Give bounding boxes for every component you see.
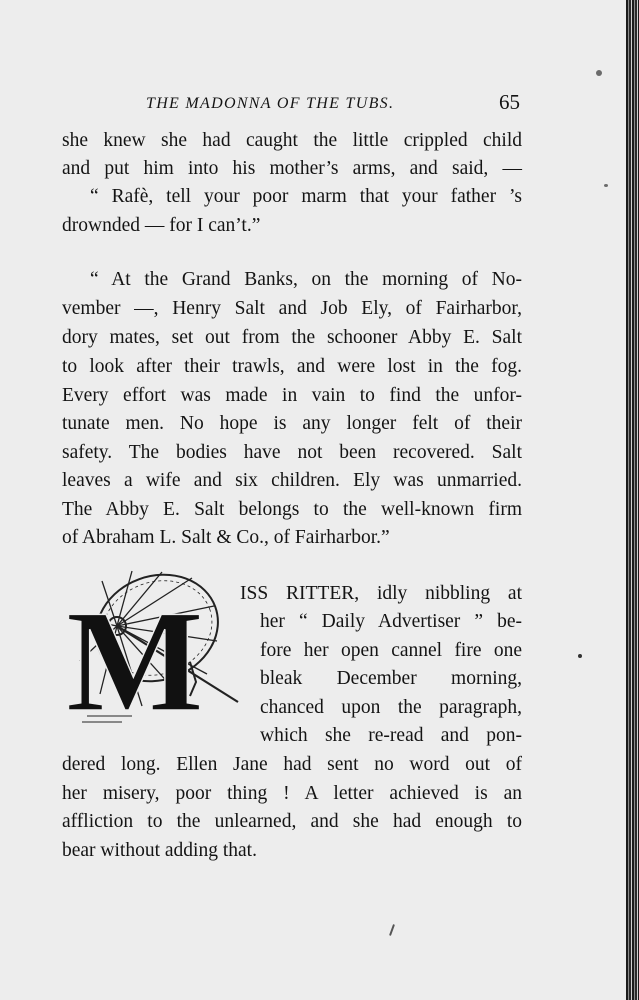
text-line: The Abby E. Salt belongs to the well-known firm — [62, 499, 522, 520]
text-line: vember —, Henry Salt and Job Ely, of Fairharbor, — [62, 298, 522, 319]
paper-speck — [389, 924, 395, 936]
text-line: drownded — for I can’t.” — [62, 215, 261, 236]
text-line: bear without adding that. — [62, 840, 257, 861]
book-spine-edge — [626, 0, 639, 1000]
drop-cap-letter: M — [66, 580, 204, 730]
text-line: her “ Daily Advertiser ” be- — [260, 611, 522, 632]
text-line: to look after their trawls, and were lost in the fog. — [62, 356, 522, 377]
paper-speck — [578, 654, 582, 658]
text-line: which she re-read and pon- — [260, 725, 522, 746]
text-line: “ At the Grand Banks, on the morning of No- — [90, 269, 522, 290]
text-line: dory mates, set out from the schooner Abby E. Salt — [62, 327, 522, 348]
text-line: leaves a wife and six children. Ely was unmarried. — [62, 470, 522, 491]
page-number: 65 — [499, 90, 520, 114]
text-line: bleak December morning, — [260, 668, 522, 689]
running-title: THE MADONNA OF THE TUBS. — [146, 95, 395, 112]
drop-cap-illustration — [62, 566, 242, 730]
text-line: of Abraham L. Salt & Co., of Fairharbor.” — [62, 527, 390, 548]
text-line: “ Rafè, tell your poor marm that your father ’s — [90, 186, 522, 207]
paper-speck — [604, 184, 608, 187]
text-line: dered long. Ellen Jane had sent no word out of — [62, 754, 522, 775]
text-line: and put him into his mother’s arms, and said, — — [62, 158, 522, 179]
text-line: ISS RITTER, idly nibbling at — [240, 583, 522, 604]
text-line: tunate men. No hope is any longer felt of their — [62, 413, 522, 434]
text-line: Every effort was made in vain to find the unfor- — [62, 385, 522, 406]
text-line: fore her open cannel fire one — [260, 640, 522, 661]
running-header — [146, 92, 520, 116]
text-line: affliction to the unlearned, and she had enough to — [62, 811, 522, 832]
text-line: chanced upon the paragraph, — [260, 697, 522, 718]
paper-speck — [596, 70, 602, 76]
text-line: safety. The bodies have not been recovered. Salt — [62, 442, 522, 463]
text-line: her misery, poor thing ! A letter achieved is an — [62, 783, 522, 804]
text-line: she knew she had caught the little crippled child — [62, 130, 522, 151]
